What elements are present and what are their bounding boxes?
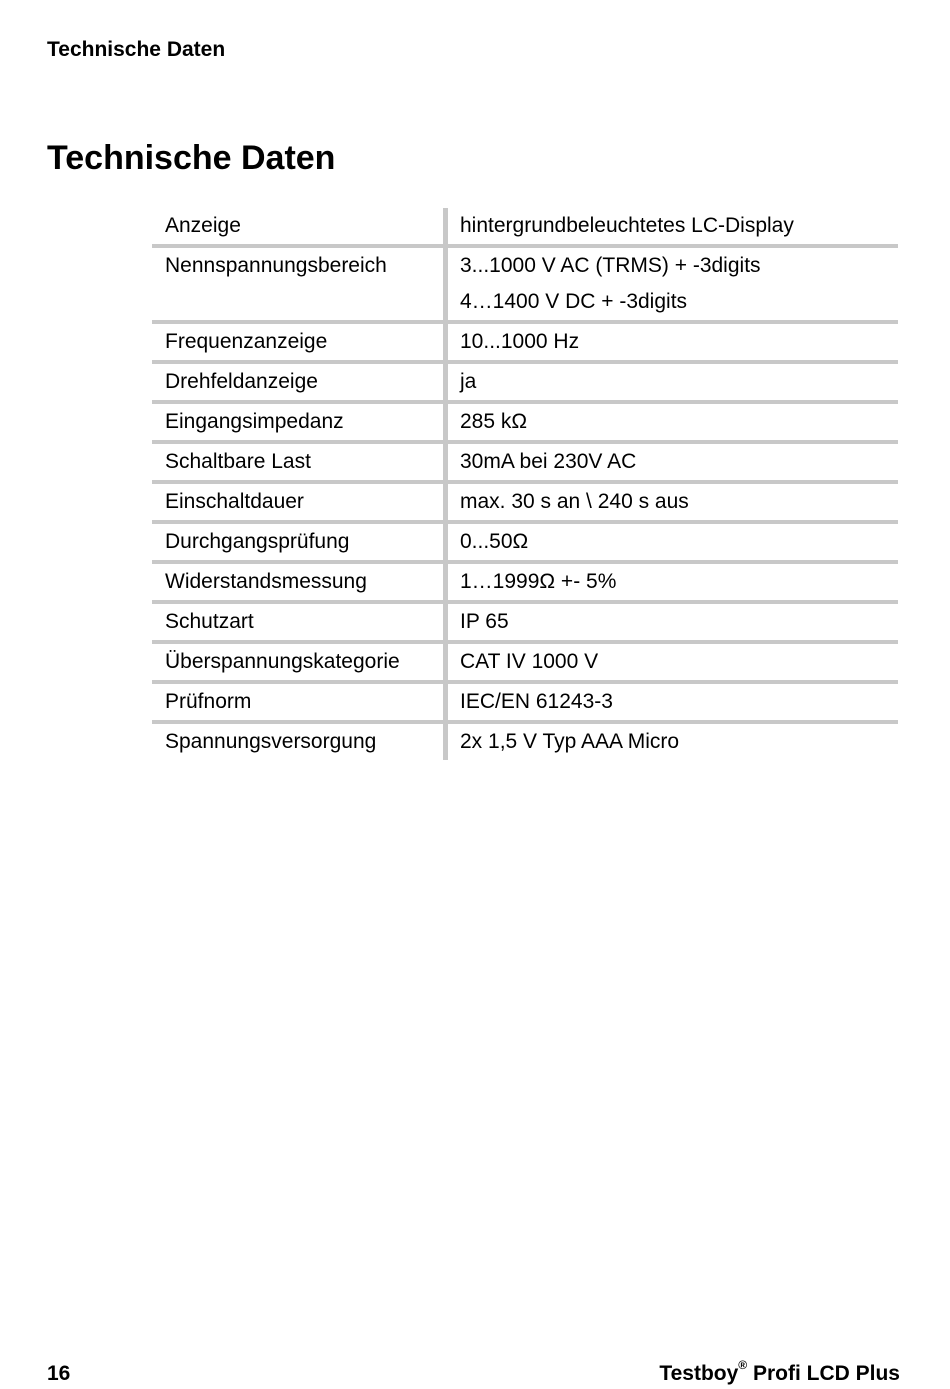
spec-label-cell bbox=[152, 442, 446, 482]
spec-row bbox=[152, 208, 898, 246]
spec-label: Durchgangsprüfung bbox=[165, 530, 350, 553]
spec-label: Nennspannungsbereich bbox=[165, 254, 387, 277]
spec-value-cell bbox=[446, 682, 899, 722]
spec-value-cell bbox=[446, 602, 899, 642]
spec-table-body bbox=[152, 208, 898, 760]
spec-row bbox=[152, 562, 898, 602]
spec-row bbox=[152, 642, 898, 682]
page-number: 16 bbox=[47, 1362, 71, 1385]
spec-row bbox=[152, 602, 898, 642]
spec-label-cell bbox=[152, 602, 446, 642]
spec-value: ja bbox=[460, 370, 477, 393]
spec-value-cell bbox=[446, 246, 899, 322]
spec-value-cell bbox=[446, 442, 899, 482]
spec-value-cell bbox=[446, 482, 899, 522]
registered-mark: ® bbox=[738, 1358, 748, 1372]
spec-value: 10...1000 Hz bbox=[460, 330, 580, 353]
product-name bbox=[659, 1358, 900, 1386]
spec-value-cell bbox=[446, 522, 899, 562]
spec-row bbox=[152, 522, 898, 562]
spec-label: Spannungsversorgung bbox=[165, 730, 377, 753]
spec-value-cell bbox=[446, 722, 899, 760]
spec-label-cell bbox=[152, 362, 446, 402]
spec-value-cell bbox=[446, 562, 899, 602]
spec-label-cell bbox=[152, 722, 446, 760]
spec-row bbox=[152, 322, 898, 362]
product-model: Profi LCD Plus bbox=[747, 1362, 900, 1385]
spec-label: Schutzart bbox=[165, 610, 254, 633]
spec-value-cell bbox=[446, 362, 899, 402]
spec-value: 2x 1,5 V Typ AAA Micro bbox=[460, 730, 680, 753]
spec-value: hintergrundbeleuchtetes LC-Display bbox=[460, 214, 794, 237]
spec-table bbox=[152, 208, 898, 760]
spec-value: 285 kΩ bbox=[460, 410, 528, 433]
spec-label-cell bbox=[152, 322, 446, 362]
spec-row bbox=[152, 482, 898, 522]
spec-value: CAT IV 1000 V bbox=[460, 650, 599, 673]
spec-value: IP 65 bbox=[460, 610, 509, 633]
spec-label-cell bbox=[152, 482, 446, 522]
brand-name: Testboy bbox=[659, 1362, 739, 1385]
spec-label-cell bbox=[152, 682, 446, 722]
spec-value: 30mA bei 230V AC bbox=[460, 450, 637, 473]
spec-value: max. 30 s an \ 240 s aus bbox=[460, 490, 689, 513]
spec-label-cell bbox=[152, 642, 446, 682]
spec-value: 4…1400 V DC + -3digits bbox=[460, 290, 688, 313]
spec-value: 1…1999Ω +- 5% bbox=[460, 570, 617, 593]
spec-label: Widerstandsmessung bbox=[165, 570, 367, 593]
page-title: Technische Daten bbox=[47, 139, 336, 177]
spec-value-cell bbox=[446, 402, 899, 442]
spec-label-cell bbox=[152, 522, 446, 562]
spec-value-cell bbox=[446, 322, 899, 362]
spec-value: IEC/EN 61243-3 bbox=[460, 690, 613, 713]
spec-label-cell bbox=[152, 402, 446, 442]
spec-label: Schaltbare Last bbox=[165, 450, 311, 473]
spec-row bbox=[152, 722, 898, 760]
spec-label: Einschaltdauer bbox=[165, 490, 304, 513]
spec-label: Prüfnorm bbox=[165, 690, 252, 713]
spec-label-cell bbox=[152, 208, 446, 246]
spec-row bbox=[152, 402, 898, 442]
spec-value-cell bbox=[446, 642, 899, 682]
spec-row bbox=[152, 246, 898, 322]
spec-value: 3...1000 V AC (TRMS) + -3digits bbox=[460, 254, 761, 277]
spec-row bbox=[152, 442, 898, 482]
spec-label: Überspannungskategorie bbox=[165, 650, 400, 673]
spec-row bbox=[152, 682, 898, 722]
spec-value-cell bbox=[446, 208, 899, 246]
spec-label: Drehfeldanzeige bbox=[165, 370, 318, 393]
spec-row bbox=[152, 362, 898, 402]
spec-label: Anzeige bbox=[165, 214, 241, 237]
spec-label-cell bbox=[152, 246, 446, 322]
spec-label: Eingangsimpedanz bbox=[165, 410, 344, 433]
running-header: Technische Daten bbox=[47, 38, 226, 61]
spec-label: Frequenzanzeige bbox=[165, 330, 328, 353]
spec-value: 0...50Ω bbox=[460, 530, 529, 553]
spec-label-cell bbox=[152, 562, 446, 602]
